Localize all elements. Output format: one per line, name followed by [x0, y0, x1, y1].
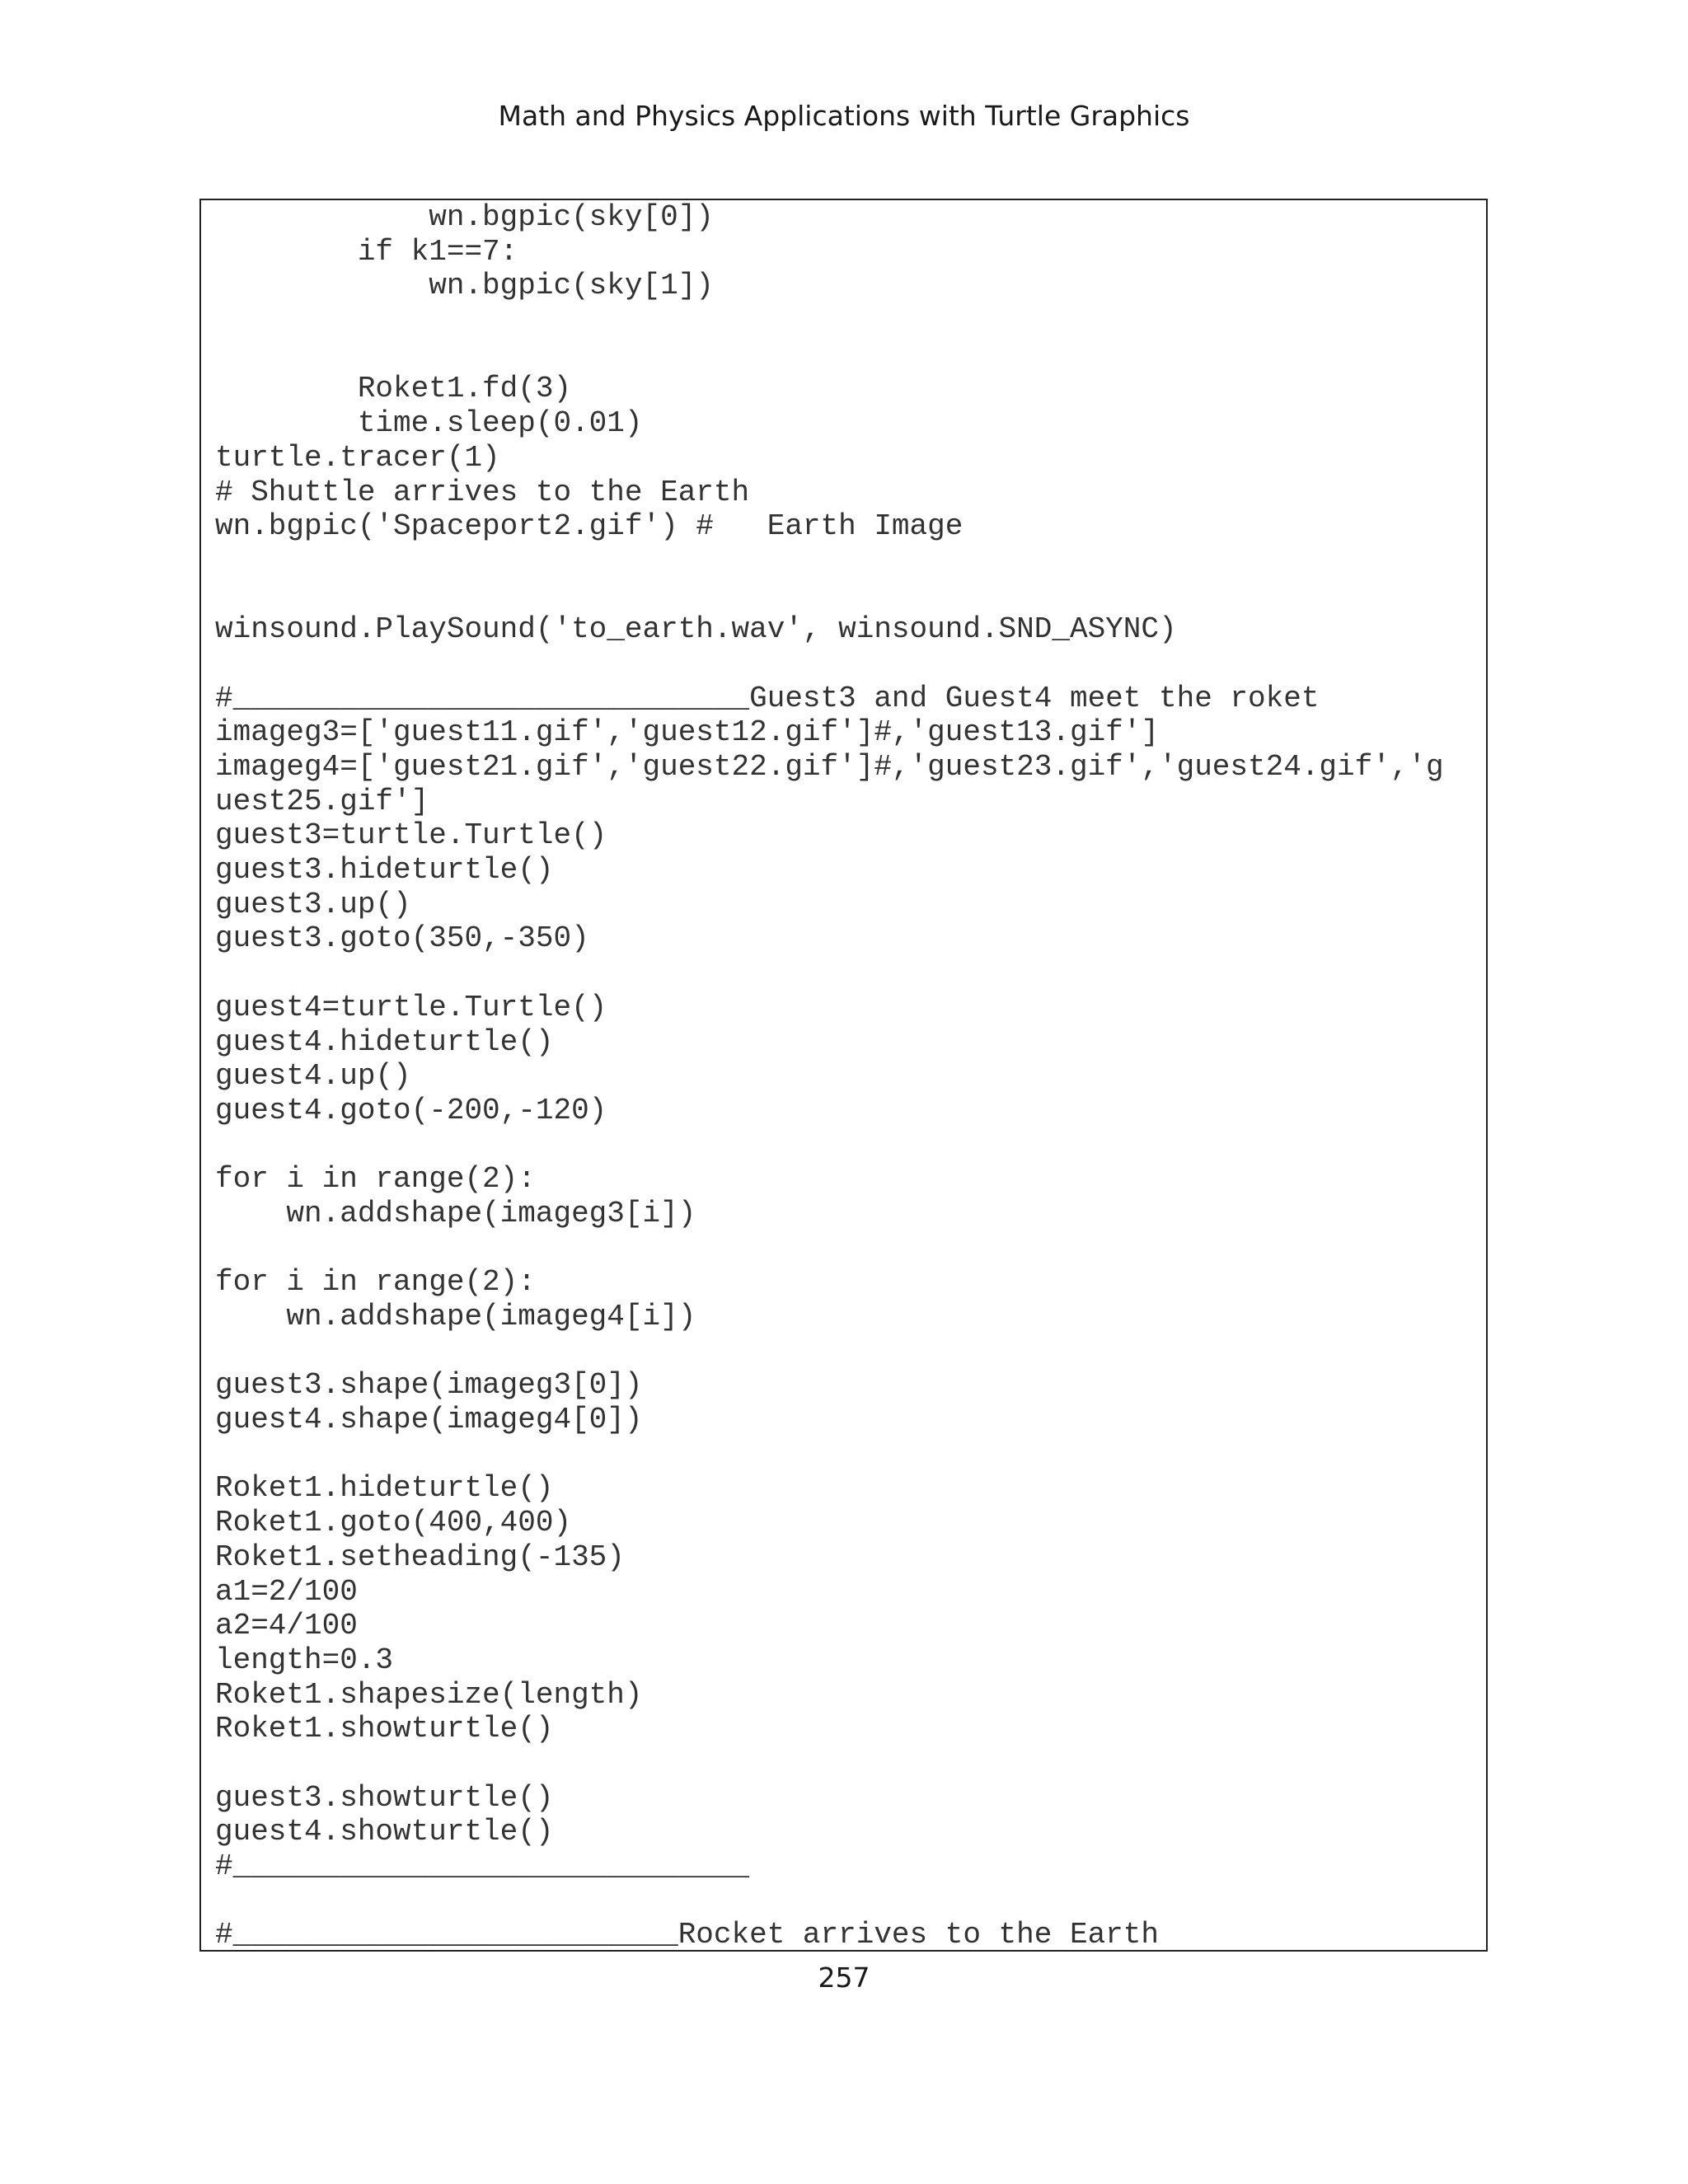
- code-line: length=0.3: [215, 1643, 394, 1677]
- code-line: winsound.PlaySound('to_earth.wav', winsound.SND_ASYNC): [215, 612, 1177, 647]
- code-line: guest4.goto(-200,-120): [215, 1093, 607, 1127]
- code-line: imageg4=['guest21.gif','guest22.gif']#,'guest23.gif','guest24.gif','g: [215, 750, 1444, 784]
- bottom-rule: [233, 1950, 688, 1952]
- code-line: [215, 544, 1486, 579]
- code-line: [215, 1231, 1486, 1266]
- code-line: [215, 1128, 1486, 1163]
- code-line: wn.bgpic(sky[0]): [215, 200, 714, 234]
- code-line: wn.bgpic(sky[1]): [215, 269, 714, 303]
- code-line: Roket1.setheading(-135): [215, 1540, 625, 1574]
- code-line: Roket1.goto(400,400): [215, 1506, 572, 1540]
- code-line: a1=2/100: [215, 1574, 358, 1609]
- code-line: guest3.goto(350,-350): [215, 921, 589, 956]
- code-line: [215, 956, 1486, 991]
- code-line: [215, 1884, 1486, 1919]
- code-line: imageg3=['guest11.gif','guest12.gif']#,'guest13.gif']: [215, 715, 1159, 750]
- code-line: wn.bgpic('Spaceport2.gif') # Earth Image: [215, 509, 964, 544]
- code-line: [215, 647, 1486, 682]
- code-line: guest4.showturtle(): [215, 1815, 554, 1849]
- code-line: #_________________________Rocket arrives to the Earth: [215, 1918, 1159, 1952]
- code-line: if k1==7:: [215, 234, 518, 269]
- code-line: for i in range(2):: [215, 1265, 536, 1300]
- code-line: guest4.up(): [215, 1059, 411, 1094]
- code-line: [215, 579, 1486, 613]
- code-line: guest3.shape(imageg3[0]): [215, 1368, 643, 1403]
- code-line: #_____________________________: [215, 1849, 750, 1883]
- code-line: [215, 303, 1486, 338]
- code-line: guest3.up(): [215, 887, 411, 921]
- page-header: Math and Physics Applications with Turtle Graphics: [498, 100, 1190, 132]
- code-line: Roket1.hideturtle(): [215, 1471, 554, 1506]
- code-line: turtle.tracer(1): [215, 440, 500, 475]
- code-line: guest4.shape(imageg4[0]): [215, 1403, 643, 1437]
- code-line: wn.addshape(imageg3[i]): [215, 1196, 696, 1230]
- code-line: [215, 338, 1486, 373]
- code-line: #_____________________________Guest3 and Guest4 meet the roket: [215, 681, 1320, 715]
- code-line: a2=4/100: [215, 1609, 358, 1643]
- code-line: [215, 1334, 1486, 1369]
- code-line: uest25.gif']: [215, 784, 429, 818]
- code-line: guest4.hideturtle(): [215, 1024, 554, 1059]
- code-line: # Shuttle arrives to the Earth: [215, 475, 750, 509]
- code-line: Roket1.shapesize(length): [215, 1677, 643, 1712]
- code-listing-box: [199, 199, 1488, 1952]
- code-line: time.sleep(0.01): [215, 406, 643, 441]
- page-number: 257: [818, 1961, 870, 1994]
- code-line: guest4=turtle.Turtle(): [215, 990, 607, 1024]
- code-line: [215, 1746, 1486, 1781]
- code-line: for i in range(2):: [215, 1162, 536, 1197]
- code-line: guest3.showturtle(): [215, 1780, 554, 1815]
- code-line: Roket1.fd(3): [215, 372, 572, 406]
- code-line: Roket1.showturtle(): [215, 1712, 554, 1746]
- code-line: guest3=turtle.Turtle(): [215, 818, 607, 853]
- code-line: [215, 1437, 1486, 1472]
- code-line: guest3.hideturtle(): [215, 853, 554, 888]
- code-line: wn.addshape(imageg4[i]): [215, 1300, 696, 1333]
- code-listing: [215, 200, 1486, 1952]
